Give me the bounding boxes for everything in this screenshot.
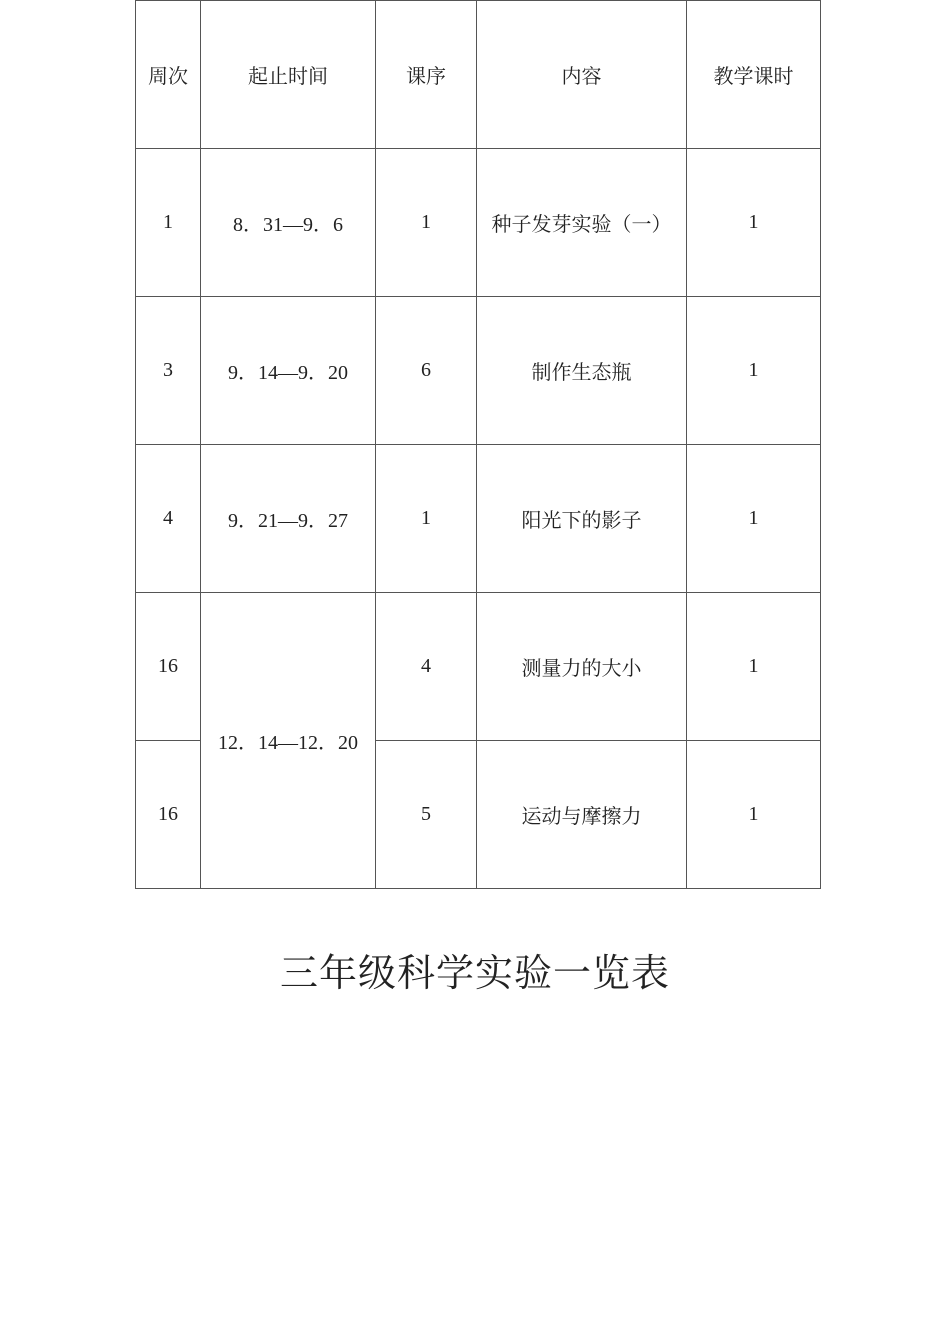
cell-hours: 1 xyxy=(687,593,821,741)
table-row xyxy=(136,445,821,593)
cell-lesson: 1 xyxy=(376,445,477,593)
cell-dates: 9．14—9．20 xyxy=(201,297,376,445)
cell-hours: 1 xyxy=(687,297,821,445)
table-header-row xyxy=(136,1,821,149)
cell-week: 4 xyxy=(136,445,201,593)
header-dates: 起止时间 xyxy=(201,1,376,149)
header-hours: 教学课时 xyxy=(687,1,821,149)
cell-week: 1 xyxy=(136,149,201,297)
document-title: 三年级科学实验一览表 xyxy=(279,951,670,995)
cell-content: 制作生态瓶 xyxy=(477,297,687,445)
experiment-schedule-table xyxy=(135,0,821,889)
table-row xyxy=(136,149,821,297)
cell-week: 16 xyxy=(136,593,201,741)
cell-dates: 9．21—9．27 xyxy=(201,445,376,593)
cell-hours: 1 xyxy=(687,149,821,297)
cell-content: 运动与摩擦力 xyxy=(477,741,687,889)
cell-lesson: 1 xyxy=(376,149,477,297)
cell-content: 测量力的大小 xyxy=(477,593,687,741)
table-row xyxy=(136,297,821,445)
cell-lesson: 4 xyxy=(376,593,477,741)
table-row xyxy=(136,593,821,741)
cell-content: 阳光下的影子 xyxy=(477,445,687,593)
header-content: 内容 xyxy=(477,1,687,149)
header-week: 周次 xyxy=(136,1,201,149)
cell-hours: 1 xyxy=(687,741,821,889)
cell-content: 种子发芽实验（一） xyxy=(477,149,687,297)
cell-week: 3 xyxy=(136,297,201,445)
cell-dates-merged: 12．14—12．20 xyxy=(201,593,376,889)
cell-dates: 8．31—9．6 xyxy=(201,149,376,297)
cell-lesson: 6 xyxy=(376,297,477,445)
cell-lesson: 5 xyxy=(376,741,477,889)
cell-hours: 1 xyxy=(687,445,821,593)
cell-week: 16 xyxy=(136,741,201,889)
header-lesson: 课序 xyxy=(376,1,477,149)
